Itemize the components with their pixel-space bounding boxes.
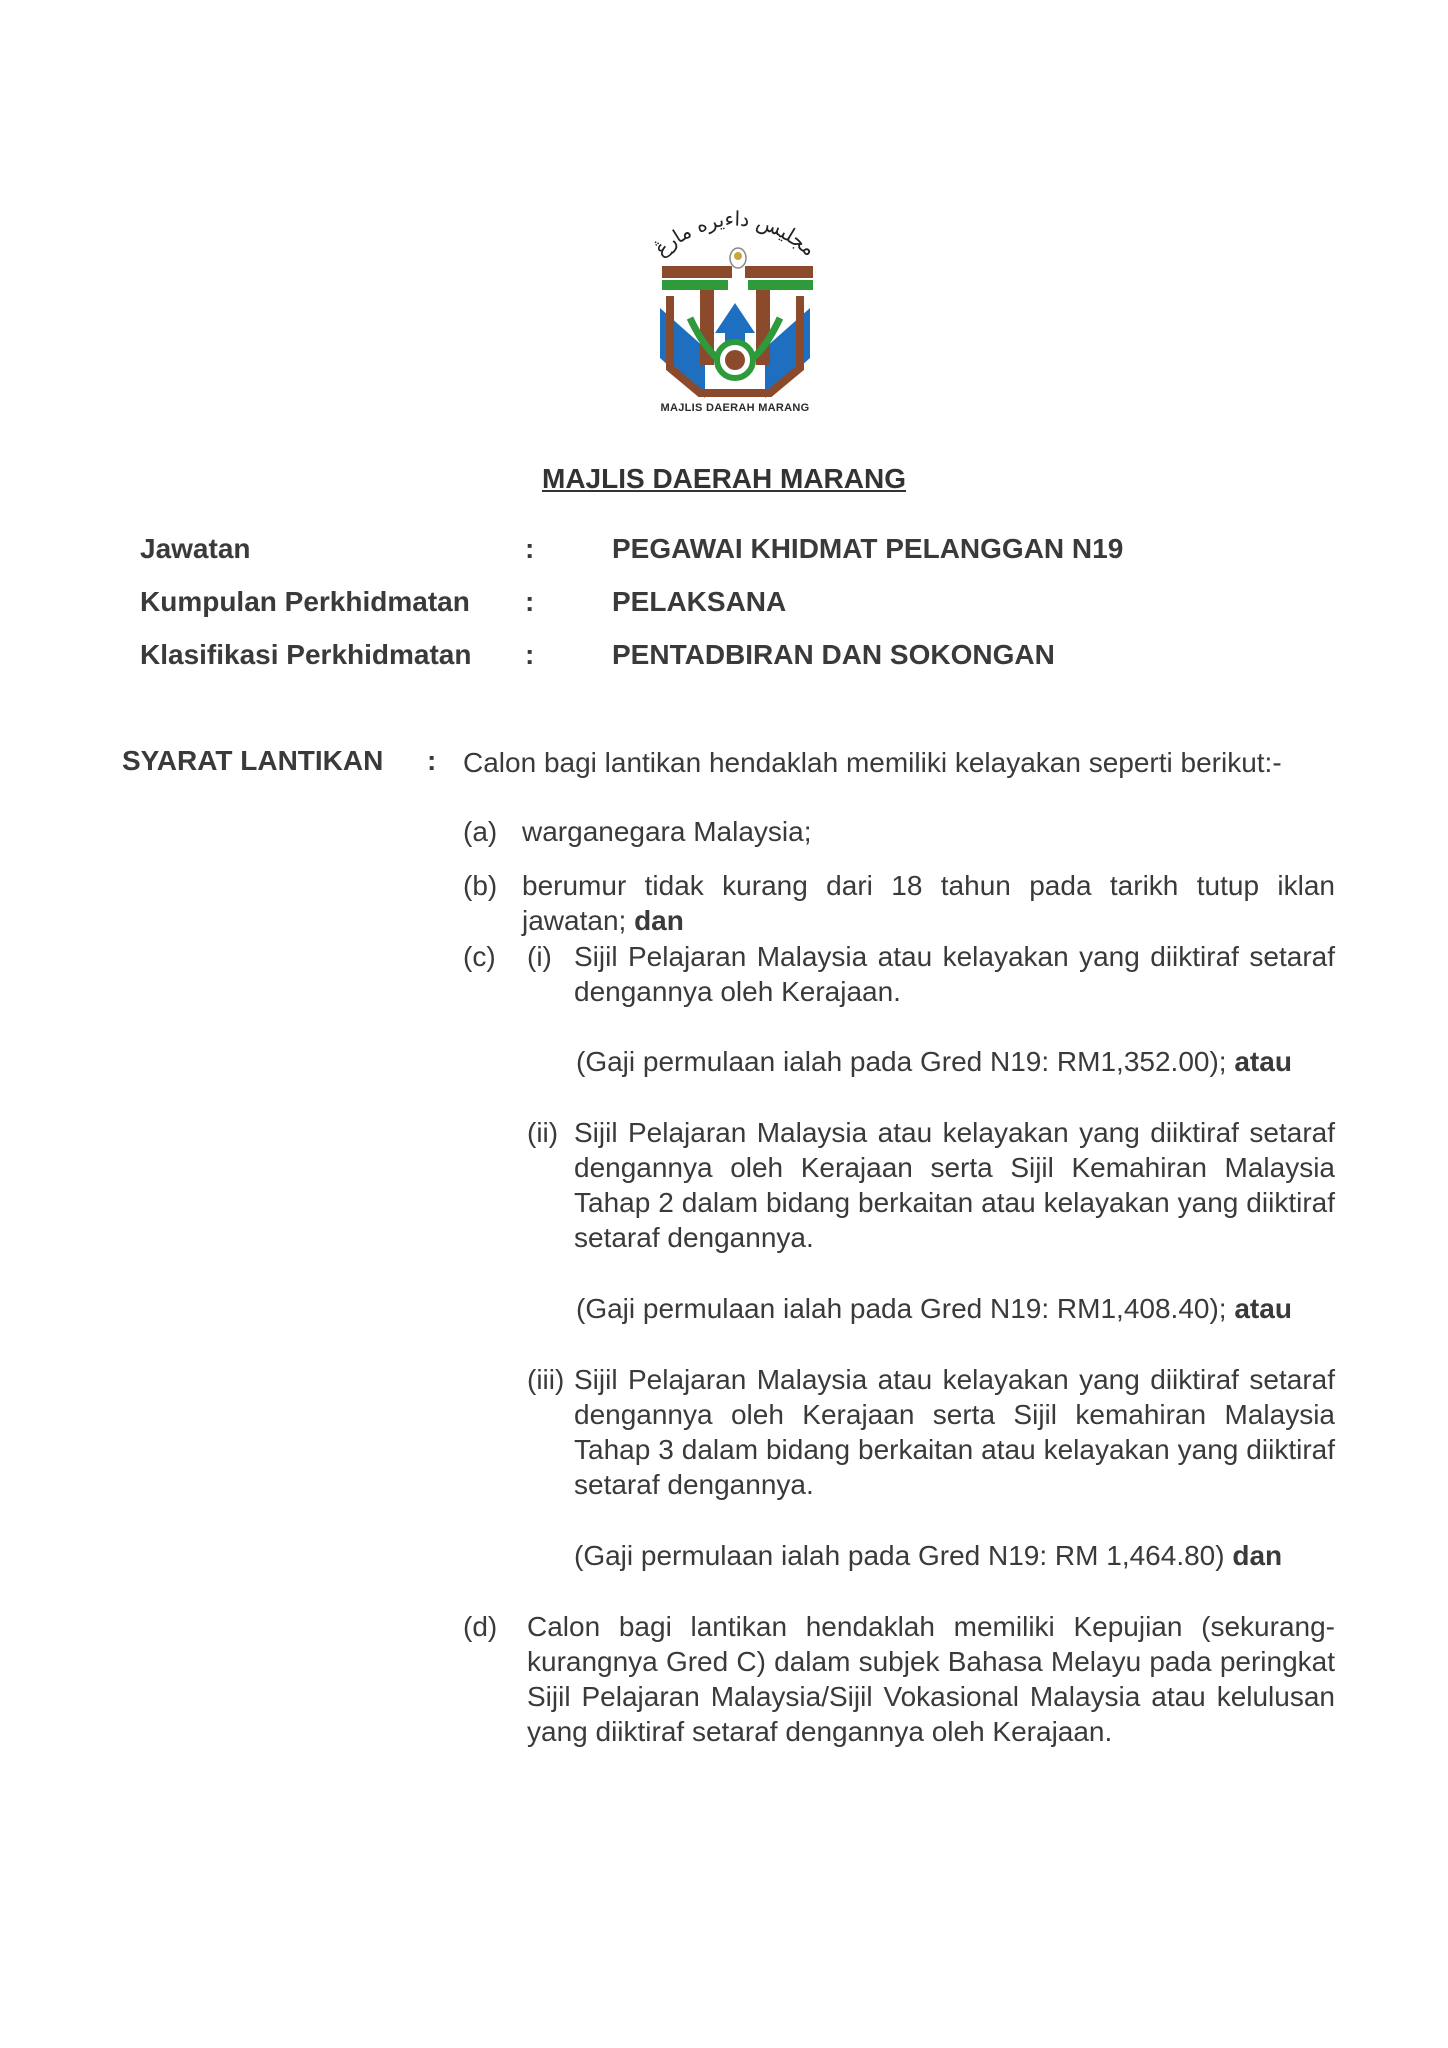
item-b-body: berumur tidak kurang dari 18 tahun pada tarikh tutup iklan jawatan;	[522, 870, 1335, 936]
item-c-i-salary-conj: atau	[1234, 1046, 1292, 1077]
info-label-jawatan: Jawatan	[140, 533, 251, 564]
document-title: MAJLIS DAERAH MARANG	[542, 463, 906, 494]
item-b-conj: dan	[634, 905, 684, 936]
item-c-i-salary	[576, 1044, 1292, 1079]
item-a-text: warganegara Malaysia;	[522, 816, 812, 847]
item-c-iii-marker: (iii)	[527, 1364, 565, 1395]
info-colon: :	[525, 533, 535, 564]
item-d-marker: (d)	[463, 1611, 498, 1642]
item-c-i-text: Sijil Pelajaran Malaysia atau kelayakan yang diiktiraf setaraf dengannya oleh Kerajaan.	[574, 941, 1335, 1007]
item-d-text: Calon bagi lantikan hendaklah memiliki Kepujian (sekurang-kurangnya Gred C) dalam subjek Bahasa Melayu pada peringkat Sijil Pelajaran Malaysia/Sijil Vokasional Malaysia atau kelulusan yang diiktiraf setaraf dengannya oleh Kerajaan.	[527, 1611, 1335, 1747]
item-c-ii-salary	[576, 1291, 1292, 1326]
svg-text:مجليس داءيره مارڠ: مجليس داءيره مارڠ	[650, 206, 820, 261]
item-c-iii-salary-text: (Gaji permulaan ialah pada Gred N19: RM 1,464.80)	[574, 1540, 1225, 1571]
info-label-kumpulan: Kumpulan Perkhidmatan	[140, 586, 470, 617]
item-c-ii-salary-text: (Gaji permulaan ialah pada Gred N19: RM1,408.40);	[576, 1293, 1227, 1324]
info-colon: :	[525, 639, 535, 670]
item-c-iii-salary-conj: dan	[1232, 1540, 1283, 1571]
majlis-daerah-marang-logo	[650, 198, 820, 420]
item-c-ii-salary-conj: atau	[1234, 1293, 1292, 1324]
syarat-colon: :	[427, 745, 437, 776]
item-c-i-salary-text: (Gaji permulaan ialah pada Gred N19: RM1,352.00);	[576, 1046, 1227, 1077]
info-colon: :	[525, 586, 535, 617]
syarat-intro: Calon bagi lantikan hendaklah memiliki kelayakan seperti berikut:-	[463, 747, 1282, 778]
item-c-iii-text: Sijil Pelajaran Malaysia atau kelayakan yang diiktiraf setaraf dengannya oleh Kerajaan serta Sijil kemahiran Malaysia Tahap 3 dalam bidang berkaitan atau kelayakan yang diiktiraf setaraf dengannya.	[574, 1364, 1335, 1500]
item-c-marker: (c)	[463, 941, 496, 972]
syarat-label: SYARAT LANTIKAN	[122, 745, 384, 776]
item-c-ii-text: Sijil Pelajaran Malaysia atau kelayakan yang diiktiraf setaraf dengannya oleh Kerajaan serta Sijil Kemahiran Malaysia Tahap 2 dalam bidang berkaitan atau kelayakan yang diiktiraf setaraf dengannya.	[574, 1117, 1335, 1253]
item-c-i-marker: (i)	[527, 941, 552, 972]
item-a-marker: (a)	[463, 816, 498, 847]
item-c-ii-marker: (ii)	[527, 1117, 559, 1148]
info-label-klasifikasi: Klasifikasi Perkhidmatan	[140, 639, 472, 670]
info-value-klasifikasi: PENTADBIRAN DAN SOKONGAN	[612, 639, 1055, 670]
logo-caption: MAJLIS DAERAH MARANG	[660, 402, 810, 414]
info-value-kumpulan: PELAKSANA	[612, 586, 787, 617]
item-b-text	[522, 868, 1335, 938]
info-value-jawatan: PEGAWAI KHIDMAT PELANGGAN N19	[612, 533, 1124, 564]
item-c-iii-salary	[574, 1538, 1282, 1573]
item-b-marker: (b)	[463, 870, 498, 901]
